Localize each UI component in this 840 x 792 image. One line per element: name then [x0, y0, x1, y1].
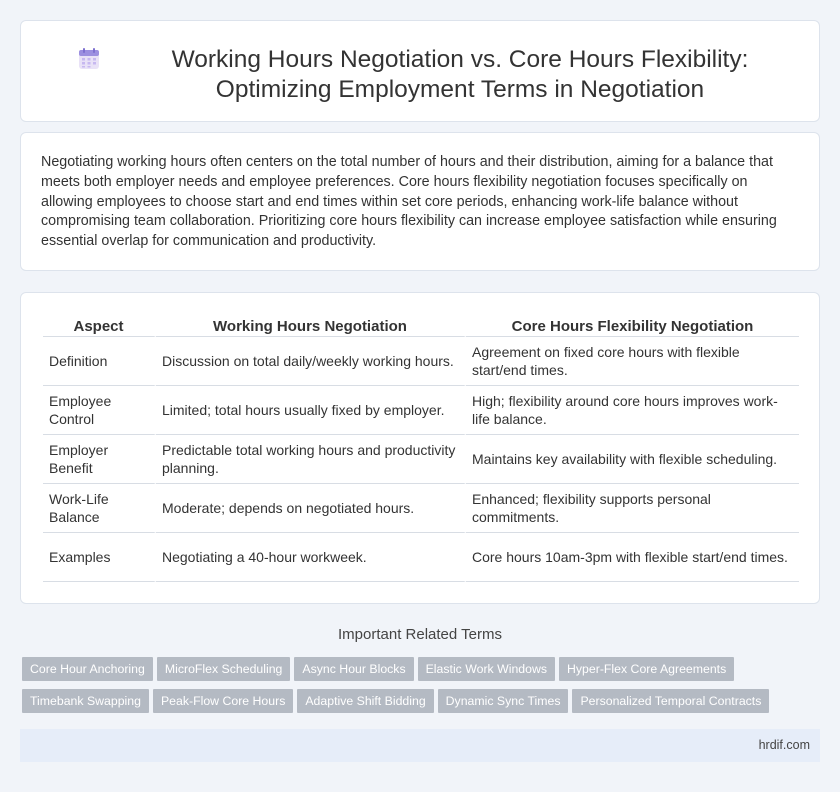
table-cell: Limited; total hours usually fixed by employer. [156, 386, 466, 435]
related-term-tag[interactable]: Hyper-Flex Core Agreements [559, 657, 734, 681]
footer-site-link[interactable]: hrdif.com [758, 738, 810, 752]
column-header-working-hours: Working Hours Negotiation [156, 315, 466, 337]
comparison-card [20, 292, 820, 604]
column-header-core-hours: Core Hours Flexibility Negotiation [466, 315, 799, 337]
table-cell-aspect: Employer Benefit [43, 435, 156, 484]
table-cell: Maintains key availability with flexible scheduling. [466, 435, 799, 484]
table-cell: Enhanced; flexibility supports personal commitments. [466, 484, 799, 533]
header-card [20, 20, 820, 122]
table-cell: Negotiating a 40-hour workweek. [156, 533, 466, 582]
table-cell: Predictable total working hours and productivity planning. [156, 435, 466, 484]
table-cell-aspect: Examples [43, 533, 156, 582]
table-row [43, 435, 799, 484]
related-term-tag[interactable]: Peak-Flow Core Hours [153, 689, 293, 713]
table-row [43, 337, 799, 386]
table-cell: Core hours 10am-3pm with flexible start/end times. [466, 533, 799, 582]
related-term-tag[interactable]: Async Hour Blocks [294, 657, 413, 681]
page-title: Working Hours Negotiation vs. Core Hours Flexibility: Optimizing Employment Terms in Negotiation [171, 46, 749, 103]
table-cell: High; flexibility around core hours improves work-life balance. [466, 386, 799, 435]
related-terms-tags [22, 657, 822, 721]
table-row [43, 484, 799, 533]
related-term-tag[interactable]: Core Hour Anchoring [22, 657, 153, 681]
intro-card [20, 132, 820, 271]
related-term-tag[interactable]: MicroFlex Scheduling [157, 657, 291, 681]
table-cell: Discussion on total daily/weekly working hours. [156, 337, 466, 386]
footer [20, 729, 820, 762]
intro-text: Negotiating working hours often centers on the total number of hours and their distribution, aiming for a balance that meets both employer needs and employee preferences. Core hours flexibility negotiation focuses specifically on allowing employees to choose start and end times within set core periods, enhancing work-life balance without compromising team collaboration. Prioritizing core hours flexibility can increase employee satisfaction while ensuring essential overlap for communication and productivity. [41, 154, 777, 250]
table-header-row [43, 315, 799, 337]
related-term-tag[interactable]: Elastic Work Windows [418, 657, 555, 681]
table-cell-aspect: Employee Control [43, 386, 156, 435]
table-cell-aspect: Definition [43, 337, 156, 386]
column-header-aspect: Aspect [43, 315, 156, 337]
related-term-tag[interactable]: Adaptive Shift Bidding [297, 689, 433, 713]
related-term-tag[interactable]: Timebank Swapping [22, 689, 149, 713]
table-row [43, 533, 799, 582]
table-cell: Agreement on fixed core hours with flexible start/end times. [466, 337, 799, 386]
table-row [43, 386, 799, 435]
table-cell: Moderate; depends on negotiated hours. [156, 484, 466, 533]
related-term-tag[interactable]: Personalized Temporal Contracts [572, 689, 769, 713]
related-terms-heading: Important Related Terms [338, 626, 502, 643]
table-cell-aspect: Work-Life Balance [43, 484, 156, 533]
comparison-table [43, 315, 799, 582]
related-term-tag[interactable]: Dynamic Sync Times [438, 689, 569, 713]
